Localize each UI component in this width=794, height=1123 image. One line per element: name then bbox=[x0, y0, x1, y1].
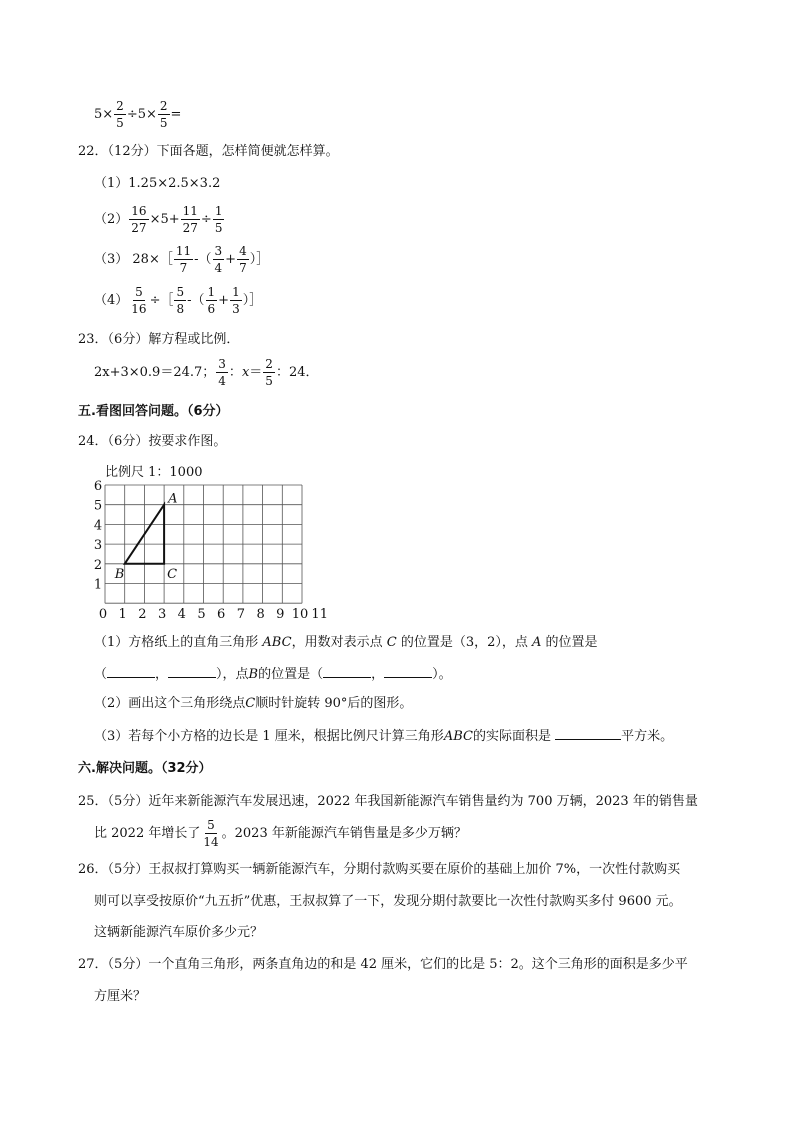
q27-line-2: 方厘米？ bbox=[94, 989, 147, 1004]
y-tick-label: 1 bbox=[93, 577, 103, 593]
fraction: $\frac{2}{5}$ bbox=[116, 99, 124, 130]
q22-item-3: （3） 28×［ $\frac{11}{7}$ -（ $\frac{3}{4}$ + $\frac{4}{7}$ ）］ bbox=[94, 244, 270, 275]
q25-line-1: 25．（5分）近年来新能源汽车发展迅速，2022 年我国新能源汽车销售量约为 700 万辆，2023 年的销售量 bbox=[78, 794, 698, 809]
x-tick-label: 7 bbox=[236, 607, 246, 623]
section-6-title: 六.解决问题。（32分） bbox=[78, 761, 212, 776]
y-tick-label: 6 bbox=[93, 479, 103, 494]
answer-blank[interactable] bbox=[384, 666, 432, 678]
q23-equations: 2x+3×0.9＝24.7； $\frac{3}{4}$ ：x＝ $\frac{2}{5}$ ：24． bbox=[94, 357, 319, 388]
q27-line-1: 27．（5分）一个直角三角形，两条直角边的和是 42 厘米，它们的比是 5：2。这个三角形的面积是多少平 bbox=[78, 957, 688, 972]
fraction: $\frac{4}{7}$ bbox=[239, 244, 247, 275]
q26-line-3: 这辆新能源汽车原价多少元？ bbox=[94, 925, 264, 940]
q24-header: 24．（6分）按要求作图。 bbox=[78, 434, 227, 449]
q26-line-2: 则可以享受按原价“九五折”优惠，王叔叔算了一下，发现分期付款要比一次性付款购买多付 9600 元。 bbox=[94, 894, 682, 909]
fraction: $\frac{3}{4}$ bbox=[214, 244, 223, 275]
q24-part-1-line-2: （ ， ），点B的位置是（ ， ）。 bbox=[94, 667, 452, 682]
q24-part-3: （3）若每个小方格的边长是 1 厘米，根据比例尺计算三角形ABC的实际面积是 平方米。 bbox=[94, 729, 674, 744]
section-5-title: 五.看图回答问题。（6分） bbox=[78, 404, 229, 419]
fraction: $\frac{5}{8}$ bbox=[176, 285, 185, 316]
top-expression: 5× $\frac{2}{5}$ ÷5× $\frac{2}{5}$ = bbox=[94, 99, 182, 130]
fraction: $\frac{5}{14}$ bbox=[203, 818, 219, 849]
point-label-a: A bbox=[168, 491, 178, 507]
fraction: $\frac{1}{5}$ bbox=[214, 204, 223, 235]
q23-header: 23．（6分）解方程或比例． bbox=[78, 332, 240, 347]
fraction: $\frac{1}{3}$ bbox=[232, 285, 240, 316]
point-label-c: C bbox=[167, 566, 178, 582]
q24-part-2: （2）画出这个三角形绕点C顺时针旋转 90°后的图形。 bbox=[94, 696, 413, 711]
q22-header: 22．（12分）下面各题，怎样简便就怎样算。 bbox=[78, 144, 339, 159]
x-tick-label: 0 bbox=[98, 607, 108, 623]
y-tick-label: 5 bbox=[93, 498, 103, 514]
answer-blank[interactable] bbox=[555, 728, 621, 740]
x-tick-label: 9 bbox=[276, 607, 285, 623]
y-tick-label: 4 bbox=[93, 518, 103, 534]
point-label-b: B bbox=[114, 566, 125, 582]
scale-label: 比例尺 1：1000 bbox=[105, 465, 203, 480]
fraction: $\frac{16}{27}$ bbox=[131, 204, 147, 235]
fraction: $\frac{11}{7}$ bbox=[175, 244, 192, 275]
q25-line-2: 比 2022 年增长了 $\frac{5}{14}$ 。2023 年新能源汽车销售量是多少万辆？ bbox=[94, 818, 467, 849]
fraction: $\frac{5}{16}$ bbox=[131, 285, 147, 316]
x-tick-label: 4 bbox=[177, 607, 186, 623]
answer-blank[interactable] bbox=[168, 666, 216, 678]
fraction: $\frac{2}{5}$ bbox=[159, 99, 168, 130]
fraction: $\frac{2}{5}$ bbox=[265, 357, 273, 388]
y-tick-label: 2 bbox=[93, 557, 103, 573]
q22-item-2: （2） $\frac{16}{27}$ ×5+ $\frac{11}{27}$ ÷ $\frac{1}{5}$ bbox=[94, 204, 223, 235]
x-tick-label: 10 bbox=[291, 607, 309, 623]
q26-line-1: 26．（5分）王叔叔打算购买一辆新能源汽车，分期付款购买要在原价的基础上加价 7%，一次性付款购买 bbox=[78, 862, 681, 877]
answer-blank[interactable] bbox=[323, 666, 371, 678]
answer-blank[interactable] bbox=[107, 666, 155, 678]
q22-item-4: （4） $\frac{5}{16}$ ÷［ $\frac{5}{8}$ -（ $\frac{1}{6}$ + $\frac{1}{3}$ ）］ bbox=[94, 285, 263, 316]
x-tick-label: 2 bbox=[138, 607, 147, 623]
fraction: $\frac{3}{4}$ bbox=[218, 357, 226, 388]
x-tick-label: 1 bbox=[118, 607, 127, 623]
x-tick-label: 5 bbox=[197, 607, 206, 623]
q24-part-1-line-1: （1）方格纸上的直角三角形 ABC，用数对表示点 C 的位置是（3，2），点 A 的位置是 bbox=[94, 635, 598, 650]
x-tick-label: 6 bbox=[217, 607, 226, 623]
x-tick-label: 11 bbox=[311, 607, 328, 623]
q22-item-1: （1）1.25×2.5×3.2 bbox=[94, 176, 221, 191]
fraction: $\frac{1}{6}$ bbox=[207, 285, 216, 316]
x-tick-label: 8 bbox=[256, 607, 265, 623]
fraction: $\frac{11}{27}$ bbox=[182, 204, 198, 235]
y-tick-label: 3 bbox=[93, 538, 103, 554]
x-tick-label: 3 bbox=[157, 607, 167, 623]
